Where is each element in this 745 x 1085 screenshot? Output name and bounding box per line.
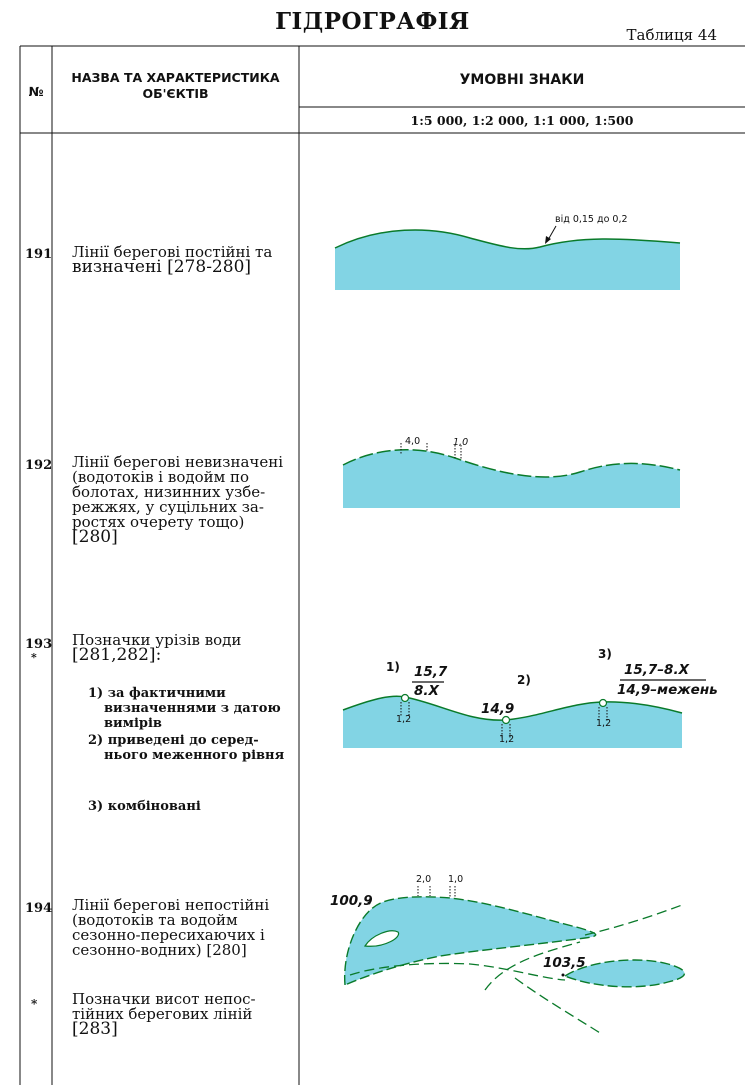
- row-191-line: визначені [278-280]: [72, 257, 252, 277]
- row-192-dash-label: 4,0: [405, 436, 421, 447]
- row-192-line: [280]: [72, 527, 118, 547]
- table-label: Таблиця 44: [626, 26, 717, 44]
- item-line: 3) комбіновані: [88, 799, 201, 814]
- col-name-header-line2: ОБ'ЄКТІВ: [142, 86, 209, 101]
- marker-1-bottom: 8.X: [414, 683, 439, 699]
- marker-1-size: 1,2: [396, 714, 412, 725]
- row-191-line: Лінії берегові постійні та: [72, 243, 273, 261]
- height-label-2: 103,5: [543, 955, 586, 971]
- marker-1-top: 15,7: [414, 664, 448, 680]
- item-line: визначеннями з датою: [104, 701, 281, 716]
- marker-2-label: 2): [517, 673, 531, 687]
- scales-header: 1:5 000, 1:2 000, 1:1 000, 1:500: [410, 113, 634, 128]
- row-194-dash-label: 2,0: [416, 874, 432, 885]
- row-194-number: 194: [25, 901, 53, 916]
- row-192-line: болотах, низинних узбе-: [72, 483, 266, 501]
- row-194-line: Позначки висот непос-: [72, 990, 256, 1008]
- item-line: вимірів: [104, 716, 162, 731]
- row-194-line: тійних берегових ліній: [72, 1005, 253, 1023]
- marker-3-bottom: 14,9–межень: [617, 682, 718, 698]
- col-number-header: №: [28, 84, 44, 99]
- row-194-line: сезонно-водних) [280]: [72, 941, 247, 959]
- row-192-line: ростях очерету тощо): [72, 513, 245, 531]
- row-194-line: сезонно-пересихаючих і: [72, 926, 265, 944]
- marker-2-value: 14,9: [481, 701, 515, 717]
- col-name-header-line1: НАЗВА ТА ХАРАКТЕРИСТИКА: [71, 70, 280, 85]
- row-192-gap-label: 1,0: [453, 437, 469, 448]
- item-line: нього меженного рівня: [104, 748, 285, 763]
- row-193-star: *: [31, 651, 37, 664]
- col-signs-header: УМОВНІ ЗНАКИ: [459, 72, 585, 88]
- marker-3-size: 1,2: [596, 718, 612, 729]
- row-192-line: Лінії берегові невизначені: [72, 453, 283, 471]
- row-194-star: *: [31, 997, 38, 1011]
- page-title: ГІДРОГРАФІЯ: [275, 8, 470, 35]
- row-192-number: 192: [25, 458, 53, 473]
- row-191-number: 191: [25, 247, 53, 262]
- item-line: 2) приведені до серед-: [88, 733, 259, 748]
- row-194-line: (водотоків та водойм: [72, 911, 238, 929]
- row-193-number: 193: [25, 637, 53, 652]
- row-194-line: [283]: [72, 1019, 118, 1039]
- row-193-line: [281,282]:: [72, 645, 162, 665]
- row-192-line: (водотоків і водойм по: [72, 468, 250, 486]
- row-194-line: Лінії берегові непостійні: [72, 896, 270, 914]
- row-194-gap-label: 1,0: [448, 874, 464, 885]
- height-label-1: 100,9: [330, 893, 373, 909]
- marker-2-size: 1,2: [499, 734, 515, 745]
- row-192-line: режжях, у суцільних за-: [72, 498, 264, 516]
- item-line: 1) за фактичними: [88, 686, 226, 701]
- marker-3-top: 15,7–8.X: [624, 662, 689, 678]
- marker-3-label: 3): [598, 647, 612, 661]
- row-191-width-label: від 0,15 до 0,2: [555, 214, 628, 225]
- row-193-line: Позначки урізів води: [72, 631, 242, 649]
- marker-1-label: 1): [386, 660, 400, 674]
